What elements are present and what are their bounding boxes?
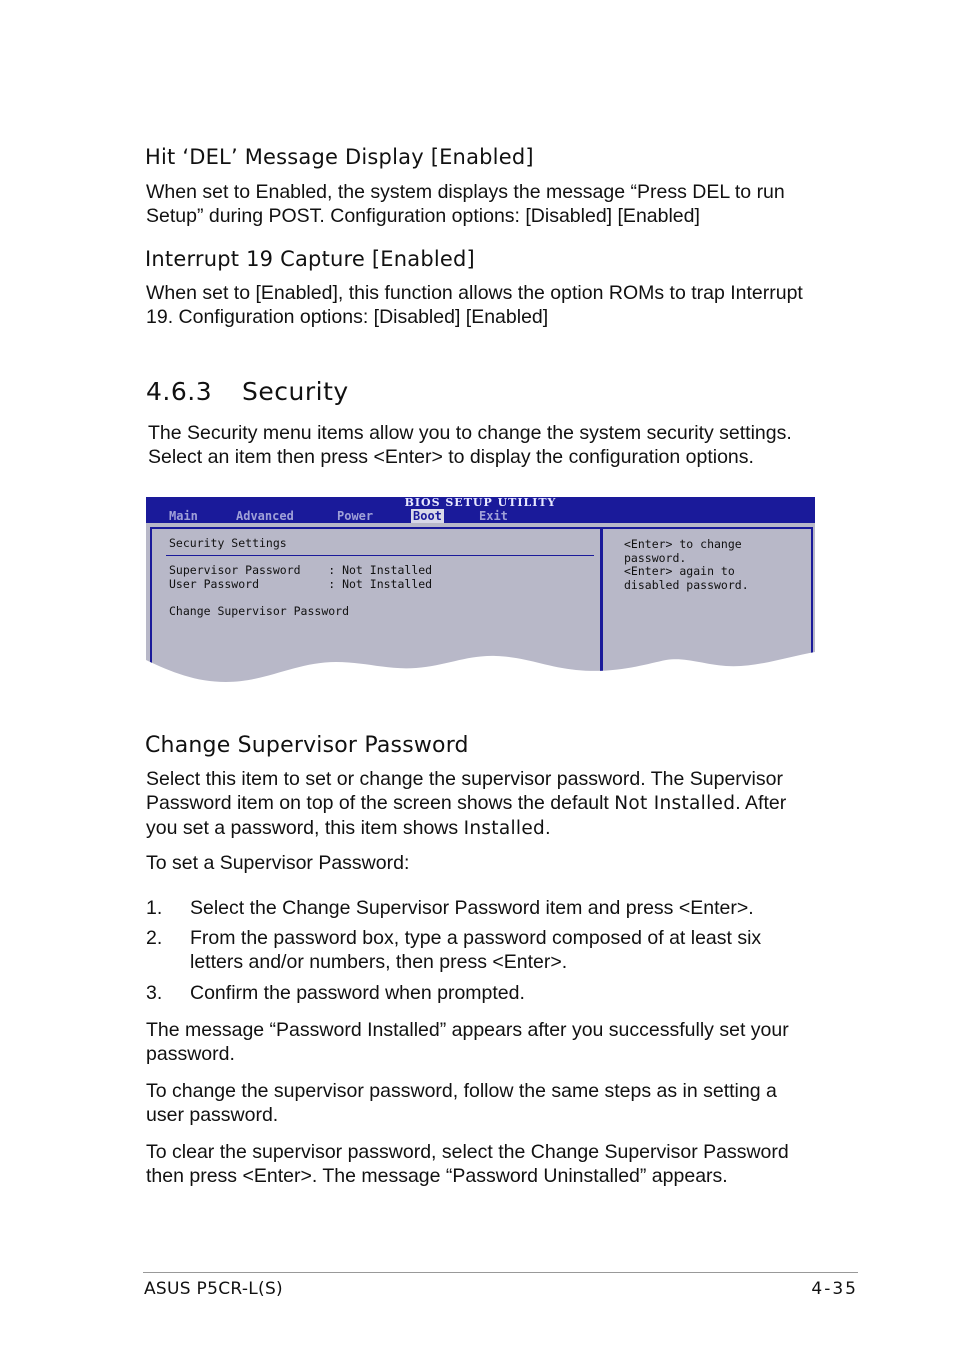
bios-supervisor-row: Supervisor Password : Not Installed	[169, 563, 433, 577]
footer-page-number: 4-35	[811, 1279, 858, 1299]
change-supervisor-heading: Change Supervisor Password	[145, 733, 469, 758]
footer-model: ASUS P5CR-L(S)	[144, 1279, 283, 1299]
footer-divider	[143, 1272, 858, 1273]
clear-password-note: To clear the supervisor password, select the Change Supervisor Password then press <Enter>. The message “Password Uninstalled” appears.	[146, 1141, 789, 1187]
security-intro-line1: The Security menu items allow you to change the system security settings.	[148, 422, 792, 444]
password-installed-note: The message “Password Installed” appears after you successfully set your password.	[146, 1019, 789, 1065]
bios-change-supervisor-item[interactable]: Change Supervisor Password	[169, 604, 350, 618]
security-section-heading	[146, 377, 349, 406]
steps-list	[146, 896, 826, 1005]
description-part1: Select this item to set or change the supervisor password. The Supervisor Password item on top of the screen shows the default	[146, 768, 783, 814]
torn-edge	[146, 652, 815, 687]
bios-menu-boot[interactable]: Boot	[413, 509, 442, 523]
security-intro-line2: Select an item then press <Enter> to display the configuration options.	[148, 446, 754, 468]
bios-screenshot	[146, 497, 815, 687]
bios-header-bar	[146, 497, 815, 523]
set-password-intro: To set a Supervisor Password:	[146, 852, 410, 874]
security-intro	[148, 421, 848, 469]
bios-menu-power[interactable]: Power	[337, 509, 374, 523]
section-title: Security	[242, 377, 349, 406]
bios-panel-divider	[166, 555, 594, 556]
bios-menu-bar	[146, 509, 815, 523]
installed-value-text: Installed	[463, 818, 546, 839]
bios-help-text: <Enter> to change password. <Enter> again to disabled password.	[624, 537, 749, 592]
list-item: 3. Confirm the password when prompted.	[146, 982, 525, 1004]
bios-title: BIOS SETUP UTILITY	[404, 497, 557, 509]
hit-del-heading: Hit ‘DEL’ Message Display [Enabled]	[145, 145, 534, 169]
description-part2: . After you set a password, this item shows	[146, 792, 787, 839]
bios-menu-exit[interactable]: Exit	[479, 509, 508, 523]
hit-del-description: When set to Enabled, the system displays the message “Press DEL to run Setup” during POST. Configuration options: [Disabled] [Enabled]	[146, 181, 785, 227]
list-item: 1. Select the Change Supervisor Password item and press <Enter>.	[146, 897, 754, 919]
default-value-text: Not Installed	[614, 793, 736, 814]
bios-user-row: User Password : Not Installed	[169, 577, 433, 591]
change-supervisor-description	[146, 767, 816, 841]
change-password-note: To change the supervisor password, follow the same steps as in setting a user password.	[146, 1080, 777, 1126]
description-part3: .	[545, 817, 551, 839]
section-number: 4.6.3	[146, 377, 213, 406]
list-item: 2. From the password box, type a password composed of at least six letters and/or numbers, then press <Enter>.	[146, 927, 762, 973]
bios-panel-title: Security Settings	[169, 536, 287, 550]
interrupt19-description: When set to [Enabled], this function allows the option ROMs to trap Interrupt 19. Configuration options: [Disabled] [Enabled]	[146, 282, 803, 328]
bios-menu-main[interactable]: Main	[169, 509, 198, 523]
bios-menu-advanced[interactable]: Advanced	[236, 509, 294, 523]
interrupt19-heading: Interrupt 19 Capture [Enabled]	[145, 247, 475, 271]
